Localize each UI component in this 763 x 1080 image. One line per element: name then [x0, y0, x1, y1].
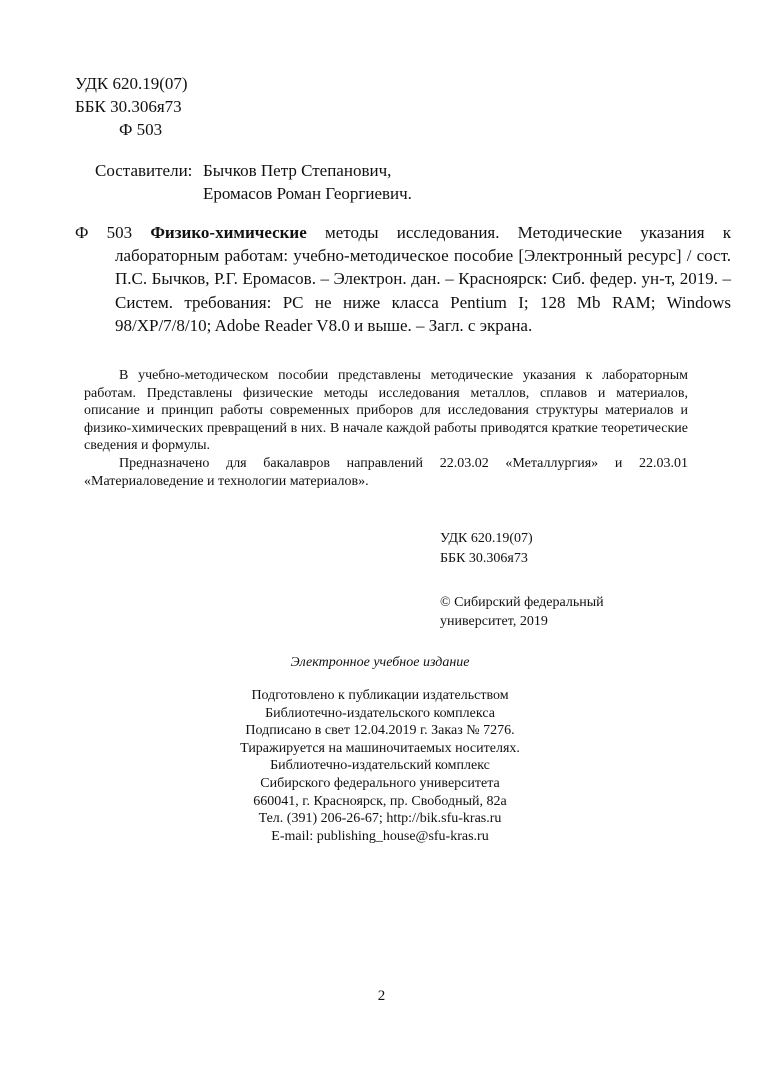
copyright-line-2: университет, 2019	[440, 614, 548, 629]
imprint	[200, 687, 560, 845]
copyright-line-1: © Сибирский федеральный	[440, 595, 604, 610]
header-bbk: ББК 30.306я73	[75, 97, 182, 116]
compiler-name-1: Бычков Петр Степанович,	[203, 161, 392, 180]
bibliographic-record	[75, 221, 731, 337]
imprint-line: Тел. (391) 206-26-67; http://bik.sfu-kras.ru	[258, 811, 502, 827]
edition-type	[200, 654, 560, 672]
edition-type-text: Электронное учебное издание	[290, 655, 470, 670]
compiler-name-2: Еромасов Роман Георгиевич.	[203, 184, 412, 203]
imprint-line: Подготовлено к публикации издательством	[251, 688, 509, 703]
compilers-label: Составители:	[95, 161, 193, 180]
imprint-line: E-mail: publishing_house@sfu-kras.ru	[271, 828, 489, 844]
imprint-line: Тиражируется на машиночитаемых носителях.	[240, 740, 520, 756]
imprint-line: Библиотечно-издательского комплекса	[265, 705, 495, 721]
header-code: Ф 503	[119, 120, 163, 139]
page-number: 2	[377, 988, 386, 1004]
imprint-line: Подписано в свет 12.04.2019 г. Заказ № 7276.	[245, 723, 515, 739]
bib-text: методы исследования. Методические указания к лабораторным работам: учебно-методическое пособие [Электронный ресурс] / сост. П.С. Бычков, Р.Г. Еромасов. – Электрон. дан. – Красноярск: Сиб. федер. ун-т, 2019. – Систем. требования: PC не ниже класса Pentium I; 128 Mb RAM; Windows 98/XP/7/8/10; Adobe Reader V8.0 и выше. – Загл. с экрана.	[115, 223, 731, 335]
bib-title-bold: Физико-химические	[150, 223, 307, 242]
abstract-paragraph-2: Предназначено для бакалавров направлений 22.03.02 «Металлургия» и 22.03.01 «Материаловедение и технологии материалов».	[84, 455, 688, 489]
classification-udk: УДК 620.19(07)	[440, 531, 533, 546]
classification-bbk: ББК 30.306я73	[440, 551, 528, 566]
abstract-paragraph-1: В учебно-методическом пособии представлены методические указания к лабораторным работам. Представлены физические методы исследования металлов, сплавов и материалов, описание и принцип работы современных приборов для исследования структуры материалов и физико-химических превращений в них. В начале каждой работы приводятся краткие теоретические сведения и формулы.	[84, 368, 688, 454]
imprint-line: Библиотечно-издательский комплекс	[270, 758, 490, 774]
header-udk: УДК 620.19(07)	[75, 74, 188, 93]
bib-code: Ф 503	[75, 223, 133, 242]
imprint-line: 660041, г. Красноярск, пр. Свободный, 82а	[253, 793, 507, 809]
abstract	[84, 367, 688, 490]
imprint-line: Сибирского федерального университета	[260, 775, 500, 791]
